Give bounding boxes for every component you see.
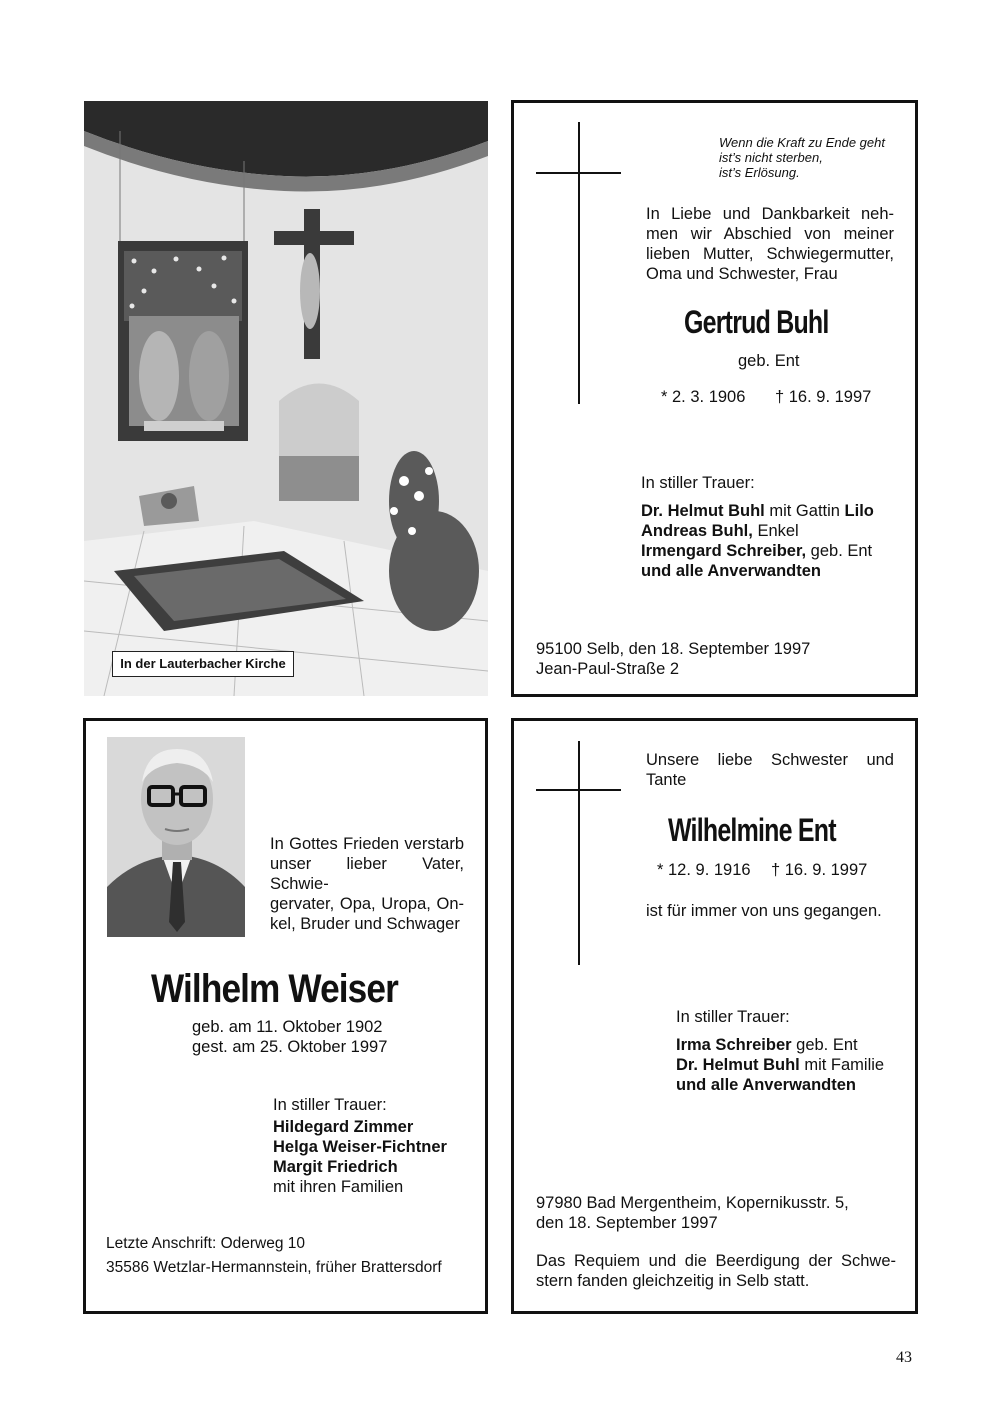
mourner: Hildegard Zimmer	[273, 1118, 414, 1136]
intro-line: Oma und Schwester, Frau	[646, 265, 838, 283]
address-line: 95100 Selb, den 18. September 1997	[536, 640, 811, 658]
funeral-note	[536, 1251, 896, 1291]
cross-icon	[578, 122, 580, 404]
families-note: mit ihren Familien	[273, 1178, 404, 1196]
cross-bar	[536, 172, 621, 174]
deceased-name: Wilhelmine Ent	[668, 812, 836, 848]
intro-text	[270, 834, 464, 934]
intro-line: gervater, Opa, Uropa, On-	[270, 895, 464, 913]
church-interior-image	[84, 101, 488, 696]
mourner: Irma Schreiber geb. Ent	[676, 1036, 858, 1054]
mourner: Helga Weiser-Fichtner	[273, 1138, 447, 1156]
address-line: den 18. September 1997	[536, 1214, 718, 1232]
portrait-image	[107, 737, 245, 937]
address	[106, 1232, 476, 1280]
poem-line: Wenn die Kraft zu Ende geht	[719, 135, 885, 150]
intro-line: kel, Bruder und Schwager	[270, 915, 460, 933]
birth-name: geb. Ent	[738, 352, 800, 370]
mourner: Dr. Helmut Buhl mit Familie	[676, 1056, 885, 1074]
intro-text	[646, 750, 894, 790]
deceased-name: Wilhelm Weiser	[151, 967, 398, 1011]
mourner: Irmengard Schreiber, geb. Ent	[641, 542, 873, 560]
poem	[719, 135, 899, 180]
poem-line: ist’s nicht sterben,	[719, 150, 823, 165]
mourner: und alle Anverwandten	[676, 1076, 857, 1094]
mourners-list	[676, 1035, 906, 1095]
note-line: Das Requiem und die Beerdigung der Schwe-	[536, 1252, 896, 1270]
mourning-label: In stiller Trauer:	[641, 474, 755, 492]
poem-line: ist’s Erlösung.	[719, 165, 800, 180]
cross-bar	[536, 789, 621, 791]
church-photo	[84, 101, 488, 696]
address-line: Letzte Anschrift: Oderweg 10	[106, 1235, 306, 1252]
death-date: gest. am 25. Oktober 1997	[192, 1038, 388, 1056]
intro-line: In Liebe und Dankbarkeit neh-	[646, 205, 894, 223]
intro-line: Unsere liebe Schwester und	[646, 751, 894, 769]
cross-icon	[578, 741, 580, 965]
deceased-name: Gertrud Buhl	[684, 304, 829, 340]
address-line: 35586 Wetzlar-Hermannstein, früher Brattersdorf	[106, 1259, 442, 1276]
mourner: Andreas Buhl, Enkel	[641, 522, 799, 540]
address	[536, 1193, 906, 1233]
birth-date: * 12. 9. 1916	[657, 861, 751, 879]
mourners-list	[641, 501, 901, 581]
mourner: Margit Friedrich	[273, 1158, 398, 1176]
birth-date: * 2. 3. 1906	[661, 388, 746, 406]
photo-caption: In der Lauterbacher Kirche	[112, 651, 294, 677]
address	[536, 639, 906, 679]
intro-text	[646, 204, 894, 284]
page-number: 43	[896, 1349, 912, 1366]
intro-line: men wir Abschied von meiner	[646, 225, 894, 243]
gone-text: ist für immer von uns gegangen.	[646, 902, 882, 920]
intro-line: Tante	[646, 771, 687, 789]
intro-line: In Gottes Frieden verstarb	[270, 835, 464, 853]
mourning-label: In stiller Trauer:	[676, 1008, 790, 1026]
death-date: † 16. 9. 1997	[771, 861, 868, 879]
birth-date: geb. am 11. Oktober 1902	[192, 1018, 383, 1036]
address-line: 97980 Bad Mergentheim, Kopernikusstr. 5,	[536, 1194, 849, 1212]
intro-line: lieben Mutter, Schwiegermutter,	[646, 245, 894, 263]
intro-line: unser lieber Vater, Schwie-	[270, 855, 464, 893]
portrait-photo	[107, 737, 245, 937]
death-date: † 16. 9. 1997	[775, 388, 872, 406]
dates	[192, 1017, 387, 1057]
mourners-list	[273, 1117, 473, 1197]
note-line: stern fanden gleichzeitig in Selb statt.	[536, 1272, 810, 1290]
mourner: und alle Anverwandten	[641, 562, 822, 580]
address-line: Jean-Paul-Straße 2	[536, 660, 680, 678]
mourner: Dr. Helmut Buhl mit Gattin Lilo	[641, 502, 874, 520]
mourning-label: In stiller Trauer:	[273, 1096, 387, 1114]
